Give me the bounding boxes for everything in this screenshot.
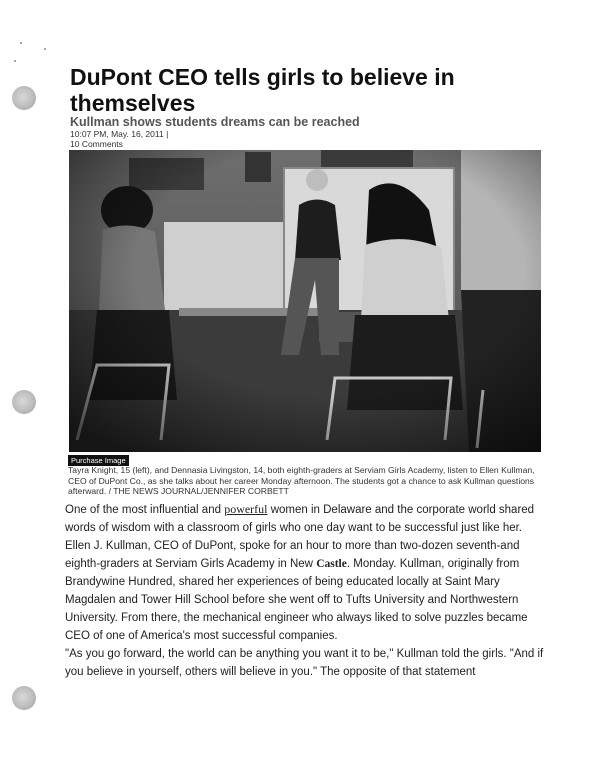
paragraph-2-text-a: Ellen J. Kullman, CEO of DuPont, spoke for an hour to more than two-dozen seventh-and eighth-graders at Serviam Girls Academy in New: [65, 540, 520, 570]
article-headline: DuPont CEO tells girls to believe in themselves: [70, 64, 455, 116]
scan-speck: [20, 42, 22, 44]
binder-hole-middle: [12, 390, 36, 414]
article-photo: [69, 150, 541, 452]
paragraph-1-text-a: One of the most influential and: [65, 504, 225, 516]
paragraph-3: "As you go forward, the world can be anything you want it to be," Kullman told the girls. "And if you believe in yourself, others will believe in you." The opposite of that statement: [65, 648, 544, 678]
article-subhead: Kullman shows students dreams can be reached: [70, 115, 360, 129]
powerful-link[interactable]: powerful: [224, 502, 268, 516]
binder-hole-top: [12, 86, 36, 110]
paragraph-1-text-b: women in Delaware and the corporate world shared words of wisdom with a classroom of girls who one day want to be successful just like her.: [65, 504, 535, 534]
classroom-photo-illustration: [69, 150, 541, 452]
purchase-image-button[interactable]: Purchase Image: [68, 455, 129, 466]
article-timestamp: 10:07 PM, May. 16, 2011 |: [70, 129, 169, 139]
paragraph-2-text-b: . Monday. Kullman, originally from Brandywine Hundred, shared her experiences of being educated locally at Saint Mary Magdalen and Tower Hill School before she went off to Tufts University and Northwestern University. From there, the mechanical engineer who always liked to solve puzzles became CEO of one of America's most successful companies.: [65, 558, 528, 642]
scan-speck: [14, 60, 16, 62]
photo-caption: Tayra Knight, 15 (left), and Dennasia Livingston, 14, both eighth-graders at Serviam Girls Academy, listen to Ellen Kullman, CEO of DuPont Co., as she talks about her career Monday afternoon. The students got a chance to ask Kullman questions afterward. / THE NEWS JOURNAL/JENNIFER CORBETT: [68, 465, 535, 496]
scan-speck: [44, 48, 46, 50]
article-body: [65, 500, 545, 681]
castle-link[interactable]: Castle: [316, 558, 347, 570]
binder-hole-bottom: [12, 686, 36, 710]
paragraph-1: [65, 500, 545, 537]
comments-link[interactable]: 10 Comments: [70, 139, 123, 149]
paragraph-2: [65, 537, 545, 645]
